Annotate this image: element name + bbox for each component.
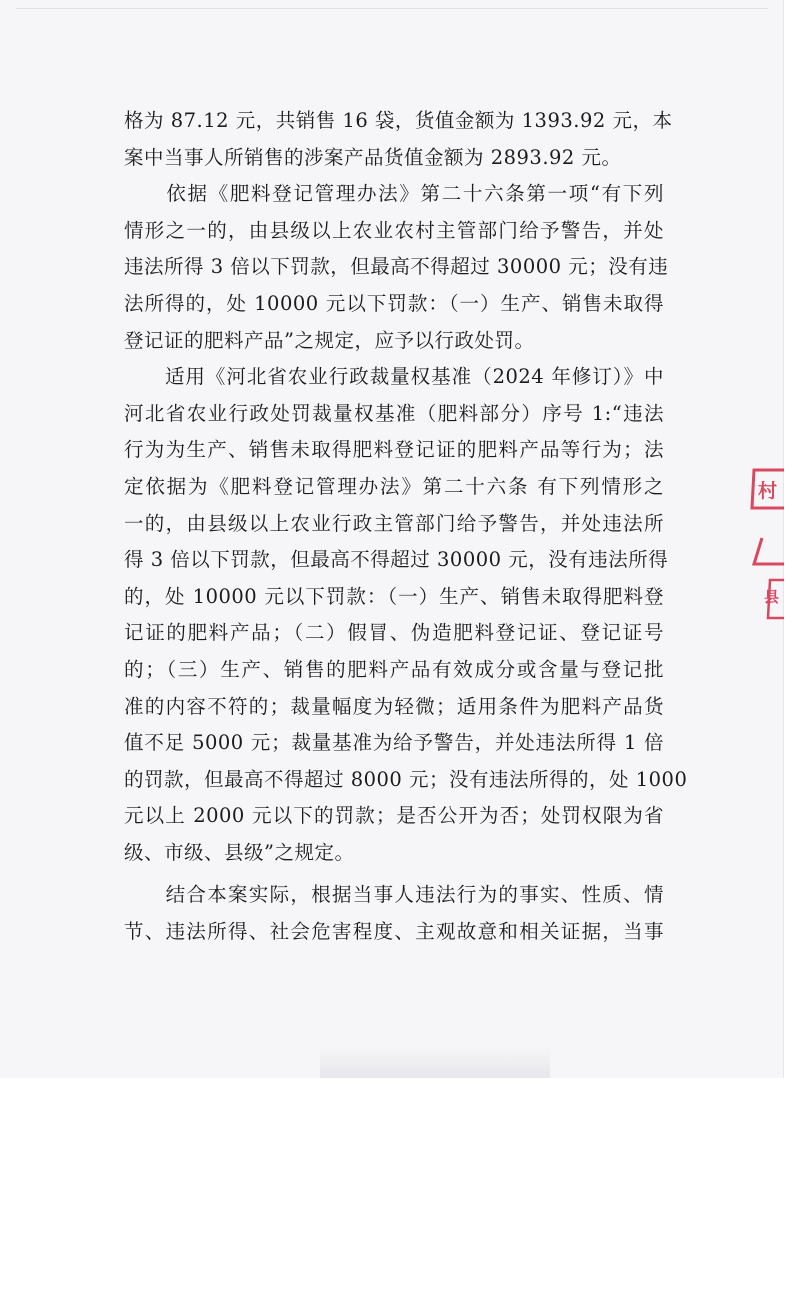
text-line: 违法所得 3 倍以下罚款，但最高不得超过 30000 元；没有违 — [124, 255, 669, 279]
text-line: 值不足 5000 元；裁量基准为给予警告，并处违法所得 1 倍 — [124, 731, 664, 755]
text-line: 元以上 2000 元以下的罚款；是否公开为否；处罚权限为省 — [124, 804, 664, 828]
text-line: 适用《河北省农业行政裁量权基准（2024 年修订）》中 — [124, 365, 664, 389]
scan-artifact — [320, 1046, 550, 1078]
text-line: 的罚款，但最高不得超过 8000 元；没有违法所得的，处 1000 — [124, 767, 688, 791]
seal-char: 县 — [764, 588, 780, 606]
text-line: 的；（三）生产、销售的肥料产品有效成分或含量与登记批 — [124, 657, 664, 681]
text-line: 格为 87.12 元，共销售 16 袋，货值金额为 1393.92 元，本 — [124, 109, 673, 132]
text-line: 结合本案实际，根据当事人违法行为的事实、性质、情 — [124, 883, 664, 907]
text-line: 记证的肥料产品；（二）假冒、伪造肥料登记证、登记证号 — [124, 621, 664, 645]
text-line: 级、市级、县级”之规定。 — [124, 840, 355, 864]
text-line: 登记证的肥料产品”之规定，应予以行政处罚。 — [124, 328, 535, 352]
text-line: 行为为生产、销售未取得肥料登记证的肥料产品等行为；法 — [124, 438, 664, 462]
seal-char: 村 — [758, 480, 778, 502]
text-line: 得 3 倍以下罚款，但最高不得超过 30000 元，没有违法所得 — [124, 548, 669, 572]
official-seal-fragment — [748, 468, 784, 628]
text-line: 河北省农业行政处罚裁量权基准（肥料部分）序号 1:“违法 — [124, 401, 664, 425]
text-line: 案中当事人所销售的涉案产品货值金额为 2893.92 元。 — [124, 145, 622, 169]
text-line: 节、违法所得、社会危害程度、主观故意和相关证据，当事 — [124, 920, 664, 944]
text-line: 的，处 10000 元以下罚款：（一）生产、销售未取得肥料登 — [124, 584, 664, 608]
text-line: 情形之一的，由县级以上农业农村主管部门给予警告，并处 — [124, 218, 664, 242]
scan-edge — [16, 8, 768, 9]
text-line: 一的，由县级以上农业行政主管部门给予警告，并处违法所 — [124, 511, 664, 535]
text-line: 定依据为《肥料登记管理办法》第二十六条 有下列情形之 — [124, 474, 664, 498]
text-line: 依据《肥料登记管理办法》第二十六条第一项“有下列 — [124, 182, 664, 206]
text-line: 法所得的，处 10000 元以下罚款：（一）生产、销售未取得 — [124, 291, 664, 315]
document-body — [124, 103, 688, 951]
text-line: 准的内容不符的；裁量幅度为轻微；适用条件为肥料产品货 — [124, 694, 664, 718]
